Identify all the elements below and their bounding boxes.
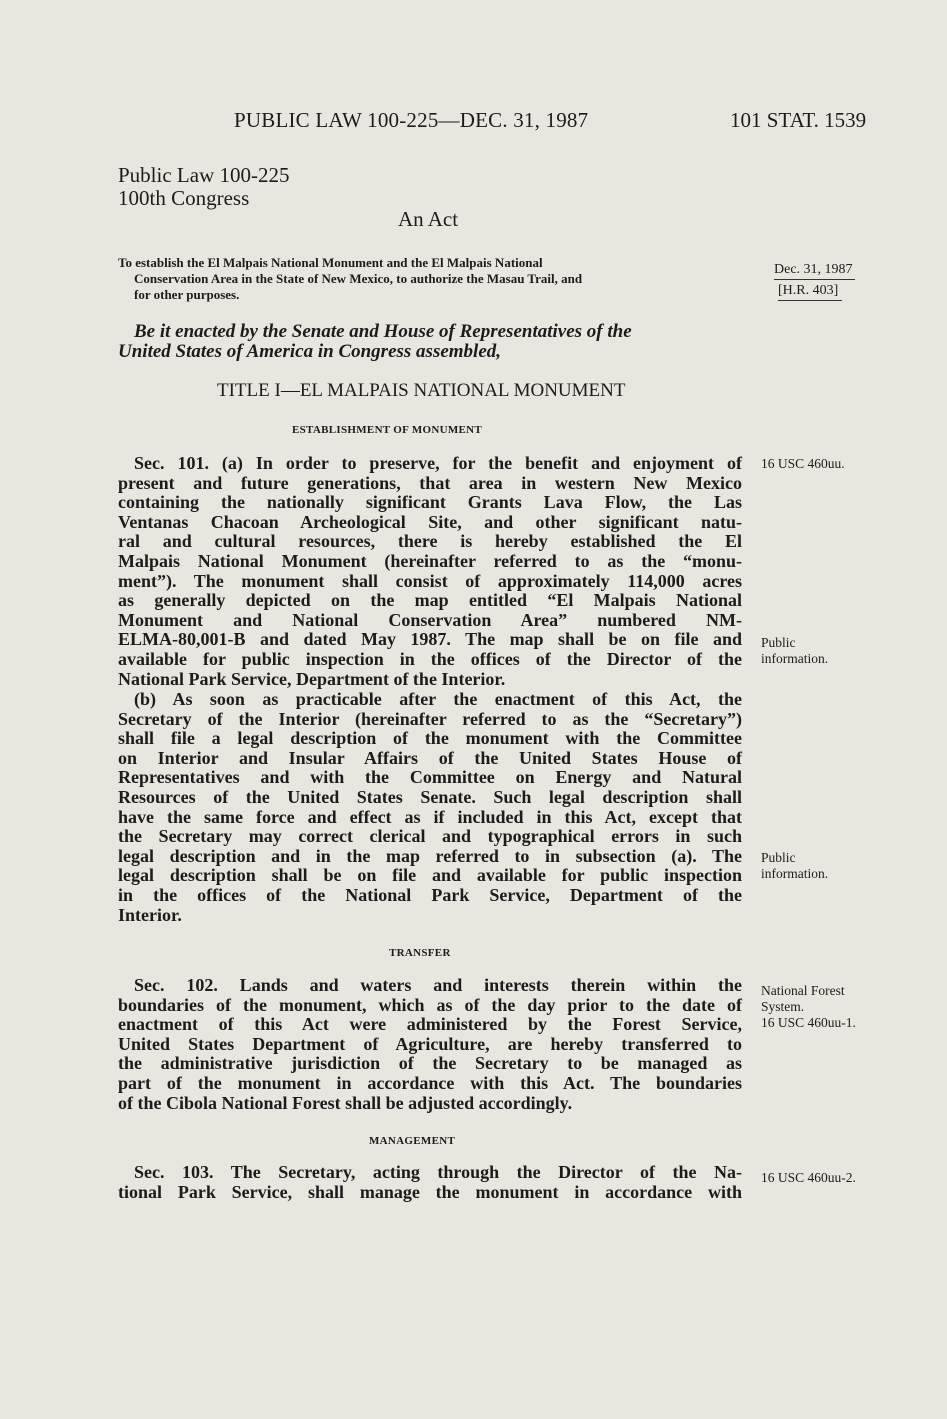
public-law-number: Public Law 100-225 [118,163,290,187]
enacting-line: United States of America in Congress assembled, [118,341,502,362]
text-line: (b) As soon as practicable after the enactment of this Act, the [134,689,742,709]
text-line: of the Cibola National Forest shall be adjusted accordingly. [118,1092,573,1113]
text-line: part of the monument in accordance with this Act. The boundaries [118,1072,742,1093]
section-subheading-establishment: ESTABLISHMENT OF MONUMENT [292,424,483,436]
act-purpose [118,255,742,303]
margin-note-line: 16 USC 460uu-1. [761,1015,856,1030]
text-line: legal description shall be on file and available for public inspection [118,865,742,886]
margin-bill-number: [H.R. 403] [778,283,842,301]
text-line: in the offices of the National Park Service, Department of the [118,884,742,905]
text-line: containing the nationally significant Grants Lava Flow, the Las [118,492,742,513]
text-line: Resources of the United States Senate. Such legal description shall [118,786,742,807]
text-line: on Interior and Insular Affairs of the United States House of [118,747,742,768]
text-line: Sec. 102. Lands and waters and interests therein within the [134,975,742,995]
purpose-line: Conservation Area in the State of New Mexico, to authorize the Masau Trail, and [134,271,583,286]
section-101-b [118,690,742,925]
section-subheading-management: MANAGEMENT [369,1135,456,1147]
purpose-line: for other purposes. [134,287,240,302]
margin-note-line: National Forest [761,983,845,998]
text-line: Representatives and with the Committee on Energy and Natural [118,767,742,788]
margin-note-usc-460uu-2: 16 USC 460uu-2. [761,1170,856,1185]
text-line: Secretary of the Interior (hereinafter referred to as the “Secretary”) [118,708,742,729]
text-line: as generally depicted on the map entitled “El Malpais National [118,590,742,611]
text-line: Ventanas Chacoan Archeological Site, and other significant natu- [118,511,742,532]
margin-enactment-date: Dec. 31, 1987 [774,262,855,280]
margin-note-national-forest [761,983,856,1031]
margin-note-public-information [761,635,828,667]
margin-note-line: System. [761,999,805,1014]
text-line: the administrative jurisdiction of the Secretary to be managed as [118,1053,742,1074]
text-line: legal description and in the map referred to in subsection (a). The [118,845,742,866]
section-103 [118,1163,742,1202]
act-heading: An Act [398,207,459,231]
section-102 [118,976,742,1113]
text-line: shall file a legal description of the monument with the Committee [118,728,742,749]
margin-note-usc-460uu: 16 USC 460uu. [761,456,845,471]
text-line: Sec. 103. The Secretary, acting through the Director of the Na- [134,1162,742,1182]
margin-note-public-information [761,850,828,882]
enacting-clause [118,322,742,362]
margin-note-line: information. [761,651,829,666]
text-line: present and future generations, that area in western New Mexico [118,472,742,493]
title-heading: TITLE I—EL MALPAIS NATIONAL MONUMENT [217,380,626,401]
running-header-stat-page: 101 STAT. 1539 [730,108,867,132]
text-line: Monument and National Conservation Area” numbered NM- [118,609,742,630]
text-line: ral and cultural resources, there is hereby established the El [118,531,742,552]
purpose-line: To establish the El Malpais National Monument and the El Malpais National [118,255,543,270]
text-line: National Park Service, Department of the Interior. [118,668,506,689]
text-line: tional Park Service, shall manage the monument in accordance with [118,1181,742,1202]
enacting-line: Be it enacted by the Senate and House of Representatives of the [134,321,632,342]
text-line: Interior. [118,904,182,925]
margin-note-line: Public [761,850,796,865]
congress-number: 100th Congress [118,186,250,210]
text-line: Malpais National Monument (hereinafter referred to as the “monu- [118,550,742,571]
text-line: ment”). The monument shall consist of approximately 114,000 acres [118,570,742,591]
margin-note-line: information. [761,866,829,881]
text-line: the Secretary may correct clerical and typographical errors in such [118,826,742,847]
text-line: have the same force and effect as if included in this Act, except that [118,806,742,827]
text-line: enactment of this Act were administered by the Forest Service, [118,1014,742,1035]
running-header-law-date: PUBLIC LAW 100-225—DEC. 31, 1987 [234,108,589,132]
text-line: available for public inspection in the offices of the Director of the [118,648,742,669]
section-101-a [118,454,742,689]
text-line: United States Department of Agriculture, are hereby transferred to [118,1033,742,1054]
text-line: boundaries of the monument, which as of the day prior to the date of [118,994,742,1015]
margin-note-line: Public [761,635,796,650]
text-line: ELMA-80,001-B and dated May 1987. The map shall be on file and [118,629,742,650]
section-subheading-transfer: TRANSFER [389,947,451,959]
text-line: Sec. 101. (a) In order to preserve, for the benefit and enjoyment of [134,453,742,473]
